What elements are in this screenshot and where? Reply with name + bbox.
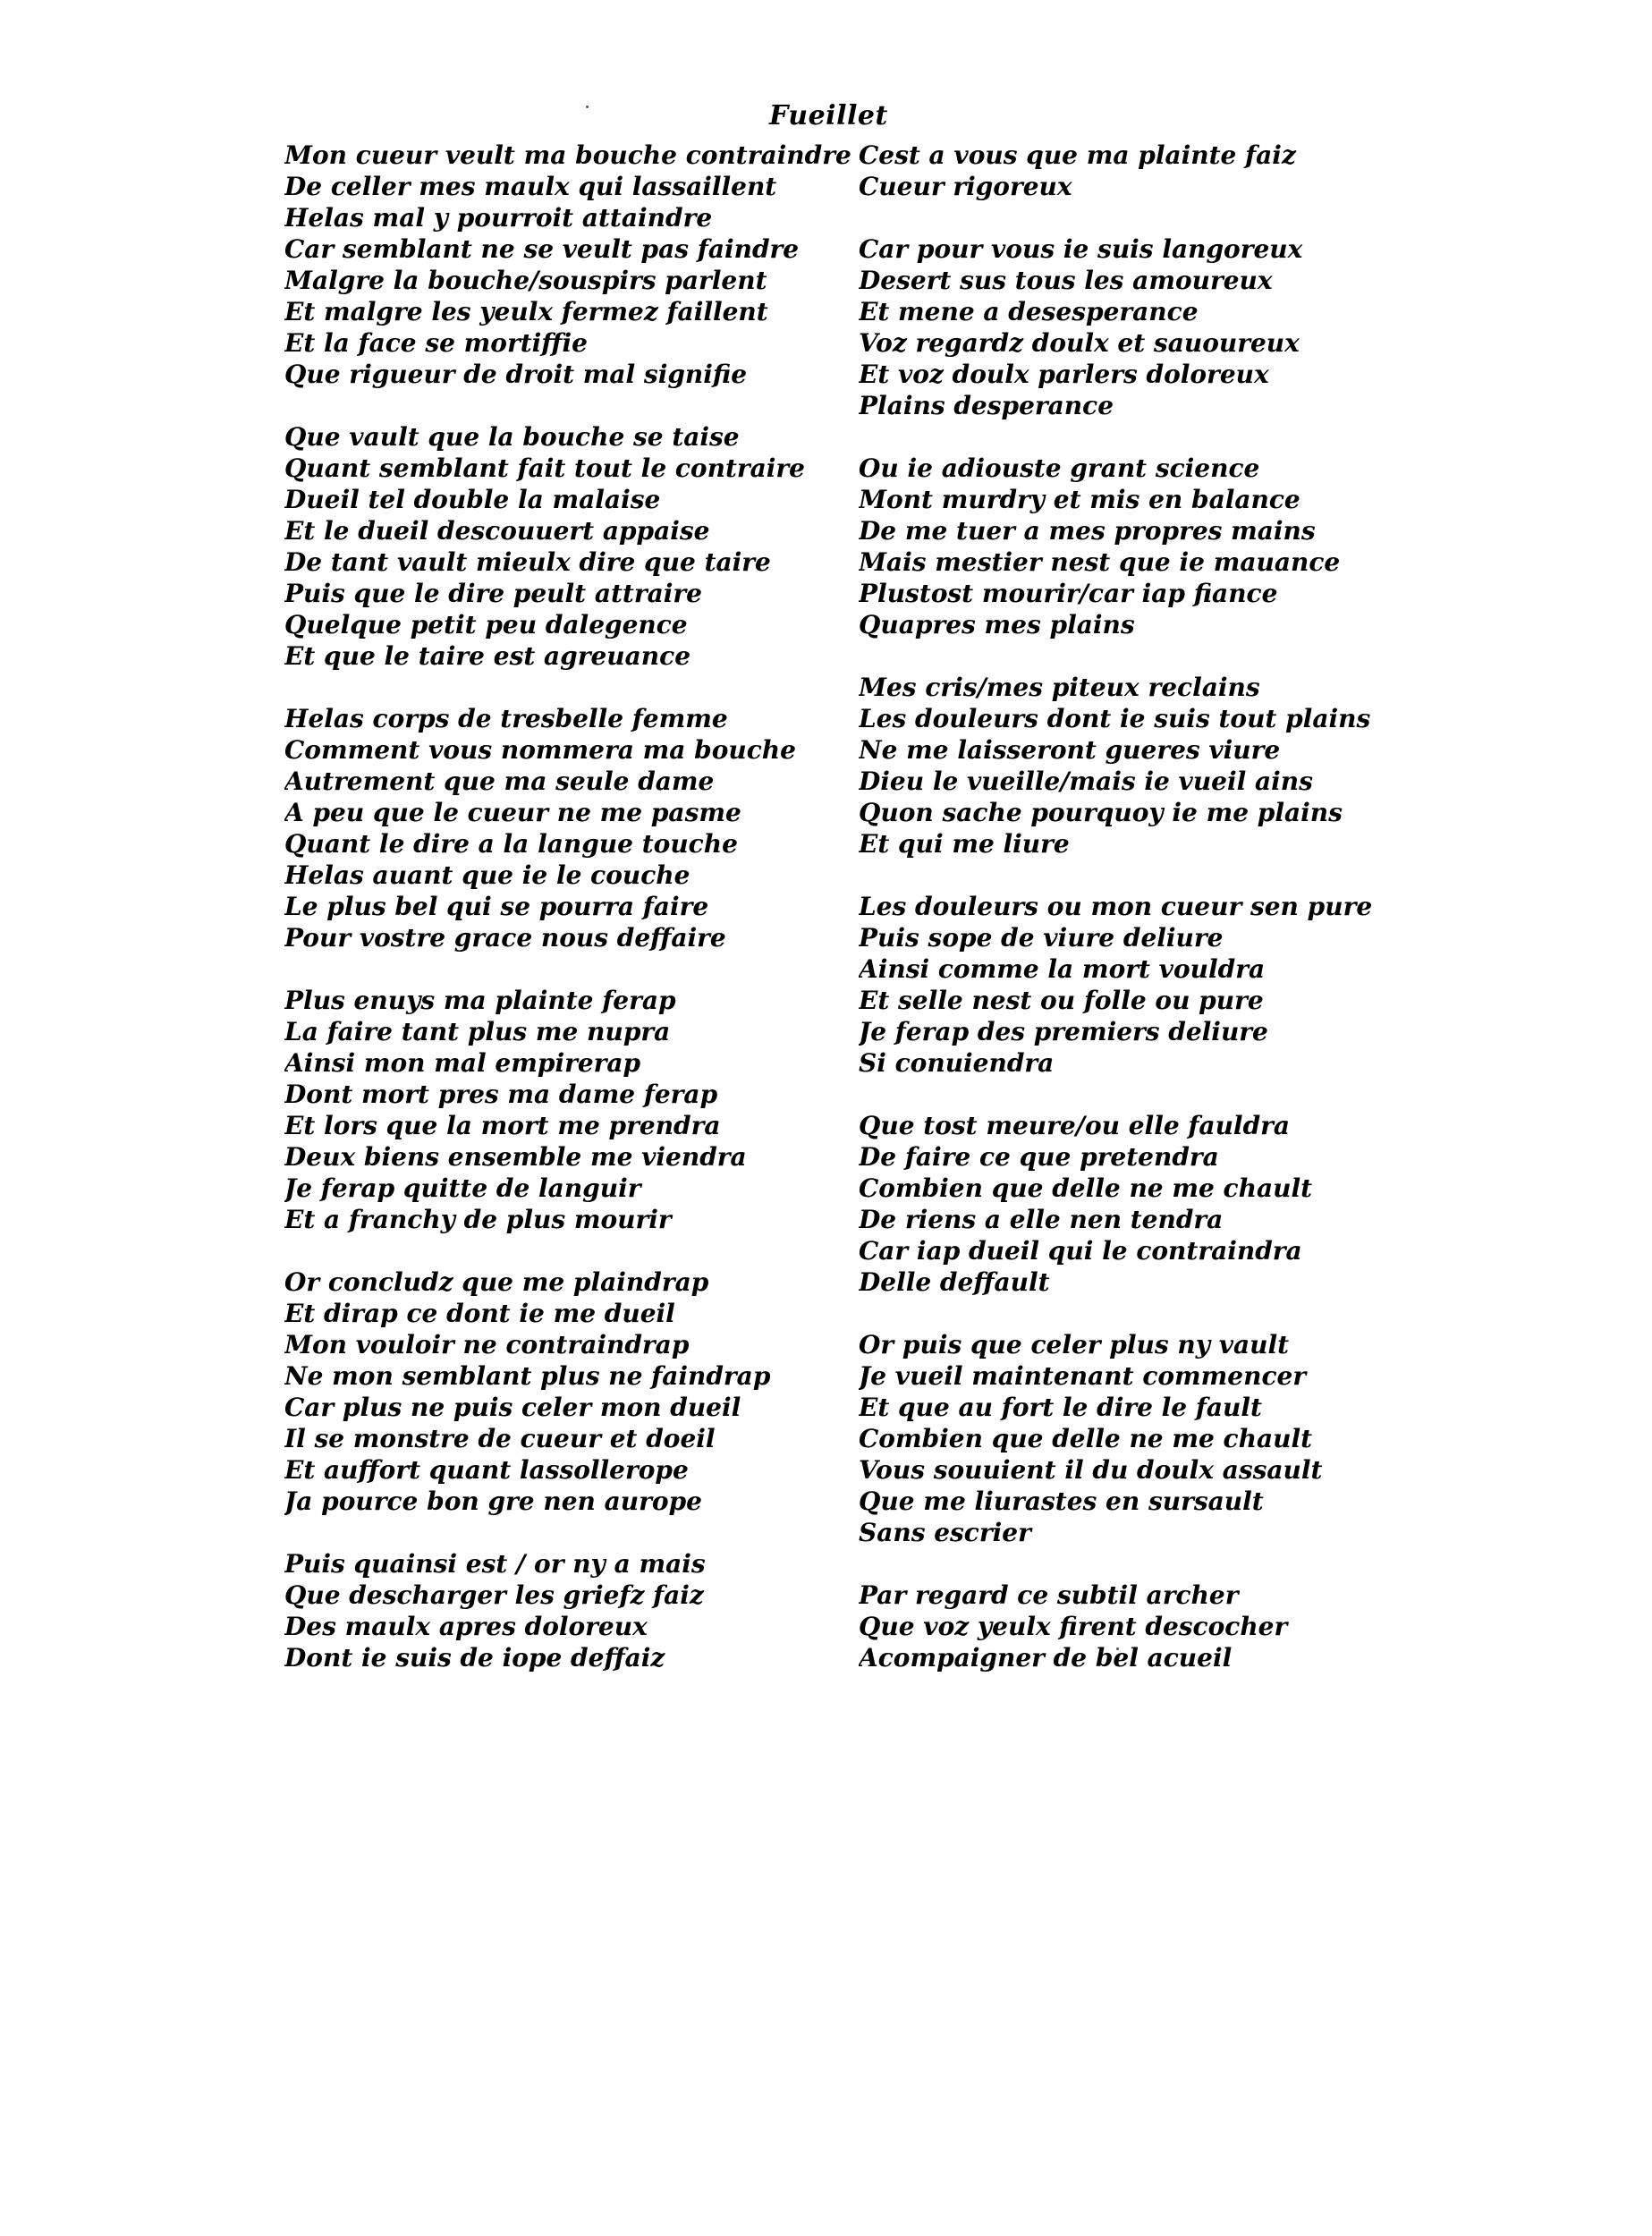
stanza bbox=[859, 891, 1449, 1079]
stanza bbox=[284, 1548, 875, 1673]
stanza bbox=[284, 703, 875, 953]
verse-line: Et que au fort le dire le fault bbox=[859, 1393, 1262, 1422]
verse-line: Ne me laisseront gueres viure bbox=[859, 735, 1281, 765]
verse-line: La faire tant plus me nupra bbox=[284, 1017, 671, 1046]
verse-line: Or puis que celer plus ny vault bbox=[859, 1330, 1290, 1359]
verse-line: Mon cueur veult ma bouche contraindre bbox=[284, 140, 851, 170]
stanza bbox=[284, 421, 875, 672]
stanza bbox=[859, 1580, 1449, 1673]
verse-line: Quant semblant fait tout le contraire bbox=[284, 453, 805, 483]
verse-line: Et a franchy de plus mourir bbox=[284, 1205, 672, 1234]
verse-line: Combien que delle ne me chault bbox=[859, 1424, 1313, 1453]
verse-line: Malgre la bouche/souspirs parlent bbox=[284, 266, 767, 295]
verse-line: De me tuer a mes propres mains bbox=[859, 516, 1316, 546]
stanza bbox=[859, 672, 1449, 860]
verse-line: Et malgre les yeulx fermez faillent bbox=[284, 297, 768, 326]
verse-line: Cueur rigoreux bbox=[859, 172, 1072, 201]
verse-line: Quant le dire a la langue touche bbox=[284, 829, 738, 859]
ink-speck bbox=[586, 106, 589, 108]
verse-line: Vous souuient il du doulx assault bbox=[859, 1455, 1323, 1485]
verse-line: Combien que delle ne me chault bbox=[859, 1173, 1313, 1203]
verse-line: Sans escrier bbox=[859, 1518, 1031, 1547]
verse-line: Que voz yeulx firent descocher bbox=[859, 1612, 1288, 1641]
verse-line: Mais mestier nest que ie mauance bbox=[859, 547, 1341, 577]
verse-line: Quapres mes plains bbox=[859, 610, 1135, 639]
verse-line: Helas corps de tresbelle femme bbox=[284, 704, 728, 733]
verse-line: Car pour vous ie suis langoreux bbox=[859, 234, 1303, 264]
verse-line: De tant vault mieulx dire que taire bbox=[284, 547, 771, 577]
verse-line: Que rigueur de droit mal signifie bbox=[284, 360, 748, 389]
verse-line: Acompaigner de bel acueil bbox=[859, 1643, 1233, 1673]
verse-line: Et mene a desesperance bbox=[859, 297, 1199, 326]
verse-line: Plus enuys ma plainte ferap bbox=[284, 986, 676, 1015]
verse-line: Desert sus tous les amoureux bbox=[859, 266, 1273, 295]
verse-line: Helas mal y pourroit attaindre bbox=[284, 203, 713, 233]
verse-line: Et la face se mortiffie bbox=[284, 328, 588, 358]
verse-line: Si conuiendra bbox=[859, 1048, 1055, 1078]
verse-line: Le plus bel qui se pourra faire bbox=[284, 892, 709, 921]
verse-line: Que vault que la bouche se taise bbox=[284, 422, 740, 452]
verse-line: Je vueil maintenant commencer bbox=[859, 1361, 1307, 1391]
verse-line: Ou ie adiouste grant science bbox=[859, 453, 1260, 483]
verse-line: Mon vouloir ne contraindrap bbox=[284, 1330, 690, 1359]
stanza bbox=[859, 1329, 1449, 1548]
verse-line: Puis que le dire peult attraire bbox=[284, 579, 702, 608]
verse-line: Or concludz que me plaindrap bbox=[284, 1267, 709, 1297]
verse-line: Autrement que ma seule dame bbox=[284, 767, 715, 796]
verse-line: Puis quainsi est / or ny a mais bbox=[284, 1549, 706, 1579]
stanza bbox=[284, 1266, 875, 1517]
verse-line: Voz regardz doulx et sauoureux bbox=[859, 328, 1300, 358]
stanza bbox=[284, 985, 875, 1235]
stanza bbox=[859, 140, 1449, 202]
verse-line: Les douleurs dont ie suis tout plains bbox=[859, 704, 1371, 733]
verse-line: Ainsi mon mal empirerap bbox=[284, 1048, 641, 1078]
verse-line: Que me liurastes en sursault bbox=[859, 1486, 1264, 1516]
verse-line: Et qui me liure bbox=[859, 829, 1070, 859]
verse-line: Plustost mourir/car iap fiance bbox=[859, 579, 1278, 608]
verse-line: Je ferap quitte de languir bbox=[284, 1173, 641, 1203]
verse-line: Des maulx apres doloreux bbox=[284, 1612, 648, 1641]
verse-line: Et dirap ce dont ie me dueil bbox=[284, 1299, 675, 1328]
verse-line: Dieu le vueille/mais ie vueil ains bbox=[859, 767, 1313, 796]
stanza bbox=[859, 233, 1449, 421]
verse-line: Mont murdry et mis en balance bbox=[859, 485, 1300, 514]
verse-line: De riens a elle nen tendra bbox=[859, 1205, 1224, 1234]
verse-line: Car plus ne puis celer mon dueil bbox=[284, 1393, 741, 1422]
verse-line: De faire ce que pretendra bbox=[859, 1142, 1219, 1172]
verse-line: Et auffort quant lassollerope bbox=[284, 1455, 689, 1485]
verse-line: Par regard ce subtil archer bbox=[859, 1580, 1239, 1610]
verse-line: Puis sope de viure deliure bbox=[859, 923, 1224, 953]
verse-line: Je ferap des premiers deliure bbox=[859, 1017, 1268, 1046]
verse-line: Il se monstre de cueur et doeil bbox=[284, 1424, 716, 1453]
verse-line: Et lors que la mort me prendra bbox=[284, 1111, 721, 1140]
verse-line: Et selle nest ou folle ou pure bbox=[859, 986, 1264, 1015]
verse-line: Que tost meure/ou elle fauldra bbox=[859, 1111, 1291, 1140]
verse-line: Delle deffault bbox=[859, 1267, 1050, 1297]
stanza bbox=[859, 1110, 1449, 1298]
verse-line: De celler mes maulx qui lassaillent bbox=[284, 172, 777, 201]
left-column bbox=[284, 140, 875, 1705]
verse-line: Ne mon semblant plus ne faindrap bbox=[284, 1361, 771, 1391]
right-column bbox=[859, 140, 1449, 1705]
stanza bbox=[284, 140, 875, 390]
verse-line: Dont ie suis de iope deffaiz bbox=[284, 1643, 665, 1673]
verse-line: Quelque petit peu dalegence bbox=[284, 610, 688, 639]
verse-line: Et que le taire est agreuance bbox=[284, 641, 691, 671]
verse-line: Dont mort pres ma dame ferap bbox=[284, 1080, 718, 1109]
verse-line: Cest a vous que ma plainte faiz bbox=[859, 140, 1296, 170]
verse-line: Et voz doulx parlers doloreux bbox=[859, 360, 1269, 389]
verse-line: A peu que le cueur ne me pasme bbox=[284, 798, 741, 827]
verse-line: Plains desperance bbox=[859, 391, 1114, 420]
verse-line: Mes cris/mes piteux reclains bbox=[859, 673, 1260, 702]
verse-line: Comment vous nommera ma bouche bbox=[284, 735, 796, 765]
verse-line: Ainsi comme la mort vouldra bbox=[859, 954, 1266, 984]
verse-line: Car iap dueil qui le contraindra bbox=[859, 1236, 1302, 1266]
verse-line: Car semblant ne se veult pas faindre bbox=[284, 234, 800, 264]
stanza bbox=[859, 453, 1449, 640]
verse-line: Les douleurs ou mon cueur sen pure bbox=[859, 892, 1373, 921]
verse-line: Helas auant que ie le couche bbox=[284, 860, 690, 890]
verse-line: Et le dueil descouuert appaise bbox=[284, 516, 710, 546]
running-head: Fueillet bbox=[769, 100, 888, 131]
verse-line: Que descharger les griefz faiz bbox=[284, 1580, 704, 1610]
verse-line: Dueil tel double la malaise bbox=[284, 485, 661, 514]
verse-line: Ja pource bon gre nen aurope bbox=[284, 1486, 702, 1516]
verse-line: Quon sache pourquoy ie me plains bbox=[859, 798, 1343, 827]
verse-line: Deux biens ensemble me viendra bbox=[284, 1142, 747, 1172]
verse-line: Pour vostre grace nous deffaire bbox=[284, 923, 726, 953]
